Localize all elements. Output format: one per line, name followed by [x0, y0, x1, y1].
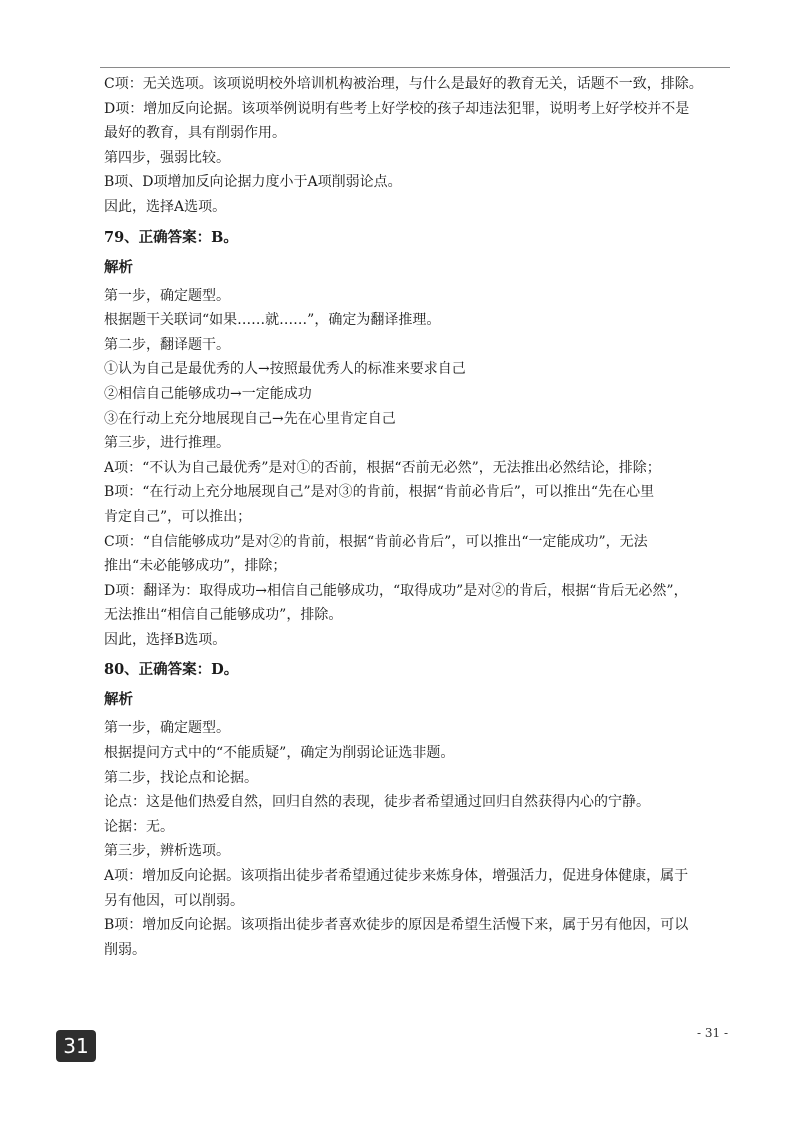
text-line: A项：增加反向论据。该项指出徒步者希望通过徒步来炼身体，增强活力，促进身体健康，属于	[104, 868, 689, 885]
analysis-79	[104, 284, 732, 653]
text-line: ①认为自己是最优秀的人→按照最优秀人的标准来要求自己	[104, 361, 466, 378]
text-line: 根据提问方式中的“不能质疑”，确定为削弱论证选非题。	[104, 745, 455, 762]
text-line: 第二步，翻译题干。	[104, 336, 230, 353]
analysis-heading-80: 解析	[104, 691, 133, 709]
text-line: 第四步，强弱比较。	[104, 149, 230, 166]
text-line: C项：“自信能够成功”是对②的肯前，根据“肯前必肯后”，可以推出“一定能成功”，无法	[104, 533, 648, 550]
text-line: D项：翻译为：取得成功→相信自己能够成功，“取得成功”是对②的肯后，根据“肯后无必然”，	[104, 582, 688, 599]
text-line: C项：无关选项。该项说明校外培训机构被治理，与什么是最好的教育无关，话题不一致，排除。	[104, 76, 703, 92]
text-line: ③在行动上充分地展现自己→先在心里肯定自己	[104, 410, 396, 427]
answer-80: 80、正确答案：D。	[104, 661, 239, 679]
text-line: ②相信自己能够成功→一定能成功	[104, 385, 312, 402]
text-line: 削弱。	[104, 941, 146, 958]
text-line: 无法推出“相信自己能够成功”，排除。	[104, 607, 343, 624]
text-line: 最好的教育，具有削弱作用。	[104, 125, 286, 142]
text-line: 根据题干关联词“如果……就……”，确定为翻译推理。	[104, 312, 441, 329]
text-line: B项、D项增加反向论据力度小于A项削弱论点。	[104, 174, 402, 191]
answer-79: 79、正确答案：B。	[104, 228, 238, 246]
text-line: 论据：无。	[104, 818, 174, 835]
text-line: A项：“不认为自己最优秀”是对①的否前，根据“否前无必然”，无法推出必然结论，排除；	[104, 459, 661, 476]
text-line: 论点：这是他们热爱自然，回归自然的表现，徒步者希望通过回归自然获得内心的宁静。	[104, 794, 650, 811]
page-number: - 31 -	[696, 1026, 728, 1040]
continued-explanation	[104, 72, 732, 220]
analysis-heading-79: 解析	[104, 258, 133, 276]
text-line: B项：增加反向论据。该项指出徒步者喜欢徒步的原因是希望生活慢下来，属于另有他因，可以	[104, 917, 689, 934]
page-badge: 31	[56, 1030, 96, 1062]
text-line: 第二步，找论点和论据。	[104, 769, 258, 786]
text-line: B项：“在行动上充分地展现自己”是对③的肯前，根据“肯前必肯后”，可以推出“先在心里	[104, 484, 655, 501]
header-rule	[100, 67, 730, 68]
text-line: 推出“未必能够成功”，排除；	[104, 558, 287, 575]
text-line: 第一步，确定题型。	[104, 720, 230, 737]
text-line: D项：增加反向论据。该项举例说明有些考上好学校的孩子却违法犯罪，说明考上好学校并不是	[104, 100, 690, 117]
analysis-80	[104, 716, 732, 962]
text-line: 肯定自己”，可以推出；	[104, 508, 252, 525]
text-line: 第三步，进行推理。	[104, 435, 230, 452]
document-body	[104, 72, 732, 962]
text-line: 第一步，确定题型。	[104, 287, 230, 304]
text-line: 因此，选择B选项。	[104, 631, 227, 648]
text-line: 另有他因，可以削弱。	[104, 892, 244, 909]
text-line: 第三步，辨析选项。	[104, 843, 230, 860]
text-line: 因此，选择A选项。	[104, 198, 227, 215]
